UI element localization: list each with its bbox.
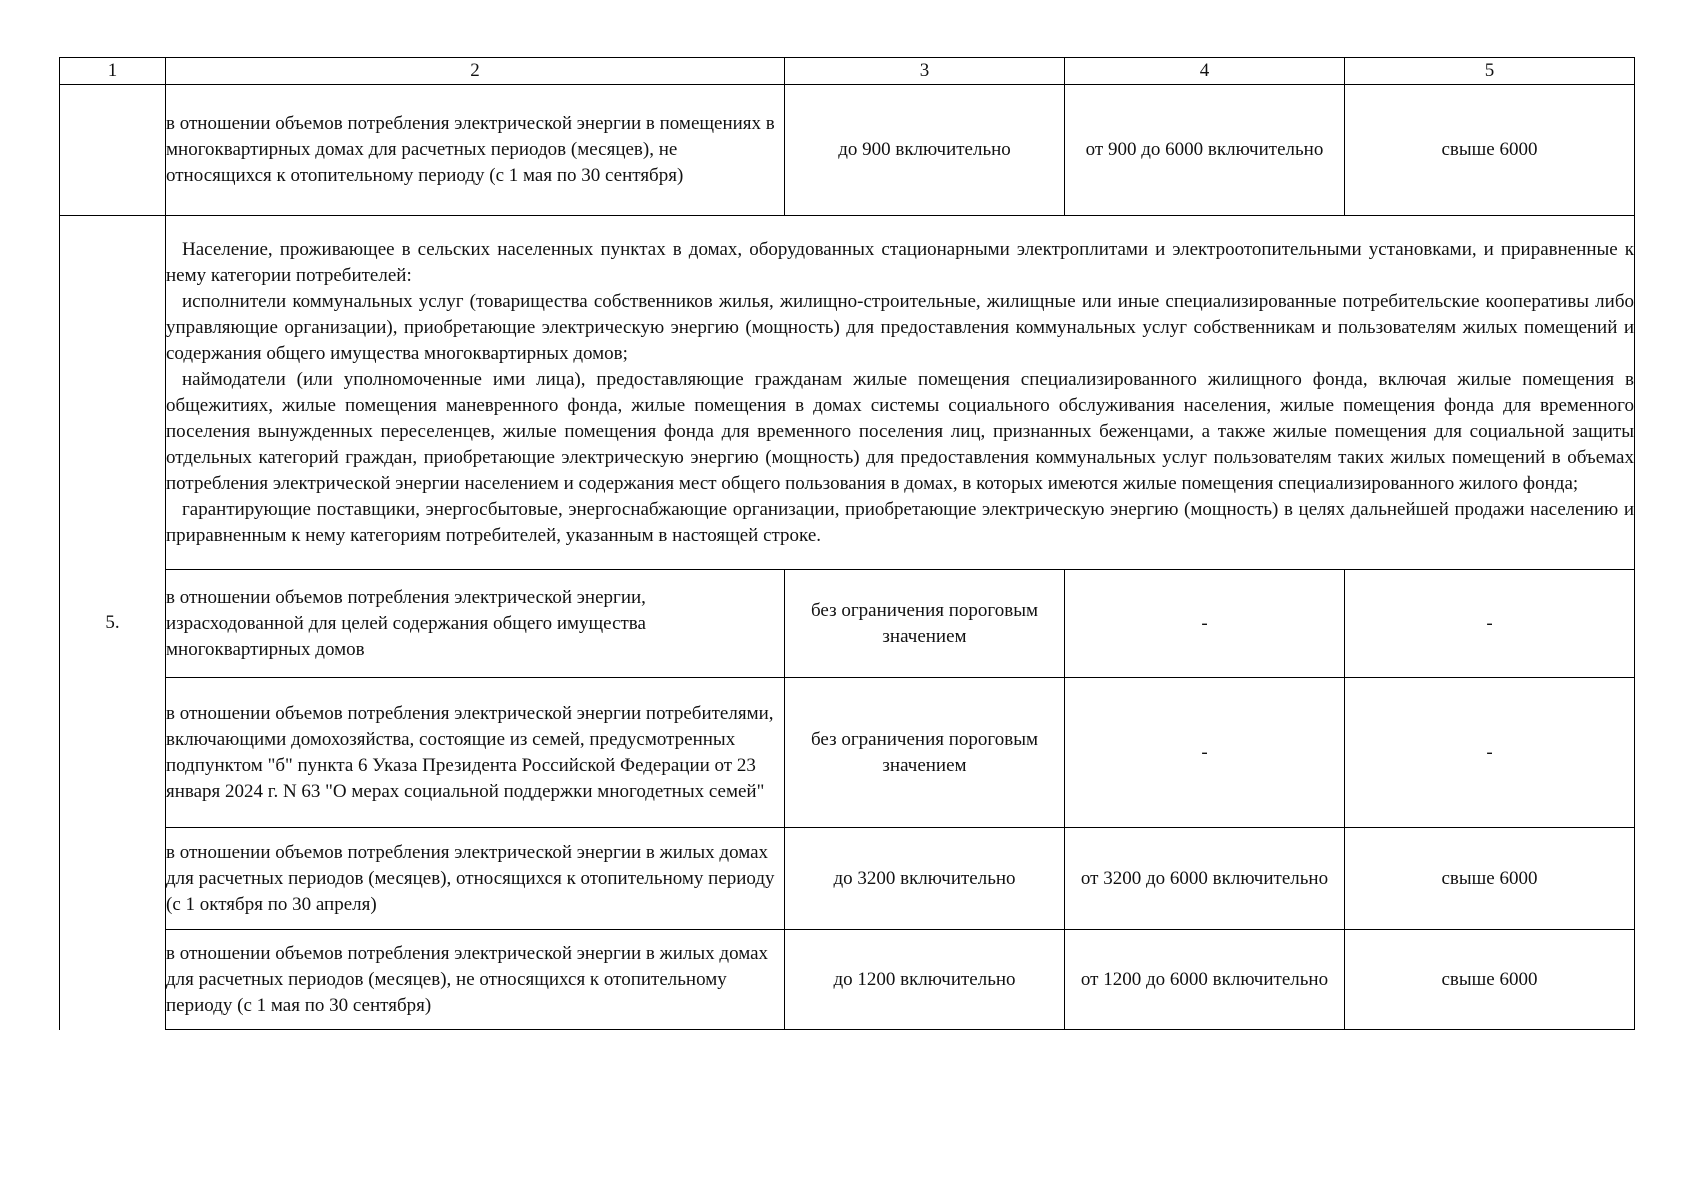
header-col-4: 4: [1065, 58, 1345, 85]
header-col-5: 5: [1345, 58, 1635, 85]
row-col4: от 900 до 6000 включительно: [1065, 85, 1345, 216]
row-col5: -: [1345, 678, 1635, 828]
header-col-1: 1: [60, 58, 166, 85]
section-5-paragraph: исполнители коммунальных услуг (товарищества собственников жилья, жилищно-строительные, жилищные или иные специализированные потребительские кооперативы либо управляющие организации), приобретающие электрическую энергию (мощность) для предоставления коммунальных услуг собственникам и пользователям жилых помещений и содержания общего имущества многоквартирных домов;: [166, 290, 1634, 364]
row-description: в отношении объемов потребления электрической энергии, израсходованной для целей содержания общего имущества многоквартирных домов: [166, 570, 785, 678]
row-description: в отношении объемов потребления электрической энергии в жилых домах для расчетных периодов (месяцев), относящихся к отопительному периоду (с 1 октября по 30 апреля): [166, 828, 785, 930]
section-5-paragraph: гарантирующие поставщики, энергосбытовые, энергоснабжающие организации, приобретающие электрическую энергию (мощность) в целях дальнейшей продажи населению и приравненным к нему категориям потребителей, указанным в настоящей строке.: [166, 498, 1634, 546]
row-description: в отношении объемов потребления электрической энергии потребителями, включающими домохозяйства, состоящие из семей, предусмотренных подпунктом "б" пункта 6 Указа Президента Российской Федерации от 23 января 2024 г. N 63 "О мерах социальной поддержки многодетных семей": [166, 678, 785, 828]
row-description: в отношении объемов потребления электрической энергии в жилых домах для расчетных периодов (месяцев), не относящихся к отопительному периоду (с 1 мая по 30 сентября): [166, 930, 785, 1030]
tariff-table: [59, 57, 1635, 1030]
row-col4: -: [1065, 678, 1345, 828]
header-row: [60, 58, 1635, 85]
row-col4: от 1200 до 6000 включительно: [1065, 930, 1345, 1030]
row-col3: до 3200 включительно: [785, 828, 1065, 930]
table-row: [60, 570, 1635, 678]
row-description: в отношении объемов потребления электрической энергии в помещениях в многоквартирных домах для расчетных периодов (месяцев), не относящихся к отопительному периоду (с 1 мая по 30 сентября): [166, 85, 785, 216]
section-5-intro-row: [60, 216, 1635, 570]
section-5-paragraph: Население, проживающее в сельских населенных пунктах в домах, оборудованных стационарными электроплитами и электроотопительными установками, и приравненные к нему категории потребителей:: [166, 238, 1634, 286]
row-col3: до 1200 включительно: [785, 930, 1065, 1030]
table-row: [60, 678, 1635, 828]
table-row: [60, 828, 1635, 930]
row-col5: свыше 6000: [1345, 85, 1635, 216]
header-col-2: 2: [166, 58, 785, 85]
header-col-3: 3: [785, 58, 1065, 85]
row-col3: без ограничения пороговым значением: [785, 570, 1065, 678]
row-col3: без ограничения пороговым значением: [785, 678, 1065, 828]
section-number: 5.: [60, 216, 166, 1030]
section-5-paragraph: наймодатели (или уполномоченные ими лица), предоставляющие гражданам жилые помещения специализированного жилищного фонда, включая жилые помещения в общежитиях, жилые помещения маневренного фонда, жилые помещения в домах системы социального обслуживания населения, жилые помещения фонда для временного поселения вынужденных переселенцев, жилые помещения фонда для временного поселения лиц, признанных беженцами, а также жилые помещения для социальной защиты отдельных категорий граждан, приобретающие электрическую энергию (мощность) для предоставления коммунальных услуг пользователям таких жилых помещений в объемах потребления электрической энергии населением и содержания мест общего пользования в домах, в которых имеются жилые помещения специализированного жилого фонда;: [166, 368, 1634, 494]
row-col5: -: [1345, 570, 1635, 678]
section-5-text: [166, 216, 1635, 570]
row-col5: свыше 6000: [1345, 828, 1635, 930]
row-col5: свыше 6000: [1345, 930, 1635, 1030]
table-row: [60, 930, 1635, 1030]
row-number-cell: [60, 85, 166, 216]
row-col3: до 900 включительно: [785, 85, 1065, 216]
row-col4: -: [1065, 570, 1345, 678]
row-col4: от 3200 до 6000 включительно: [1065, 828, 1345, 930]
table-row-prev: [60, 85, 1635, 216]
